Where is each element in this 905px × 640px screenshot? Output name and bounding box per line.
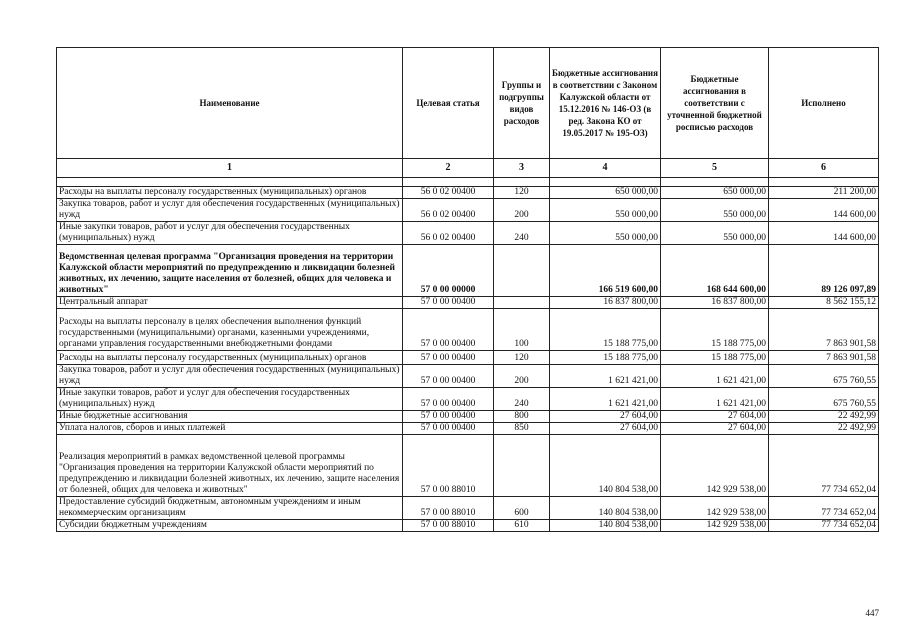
row-expense-group: 200 <box>494 365 550 388</box>
row-target-article: 57 0 00 00400 <box>403 309 494 351</box>
row-expense-group: 610 <box>494 520 550 532</box>
column-number-row <box>57 159 879 178</box>
header-expense-groups: Группы и подгруппы видов расходов <box>494 48 550 159</box>
row-expense-group: 200 <box>494 199 550 222</box>
row-refined-amount: 15 188 775,00 <box>661 309 769 351</box>
row-target-article: 57 0 00 00400 <box>403 351 494 365</box>
row-planned-amount: 140 804 538,00 <box>550 520 661 532</box>
row-executed-amount: 7 863 901,58 <box>769 351 879 365</box>
row-name: Закупка товаров, работ и услуг для обеспечения государственных (муниципальных) нужд <box>57 199 403 222</box>
row-expense-group: 850 <box>494 423 550 435</box>
header-target-article: Целевая статья <box>403 48 494 159</box>
row-executed-amount: 675 760,55 <box>769 388 879 411</box>
row-refined-amount: 550 000,00 <box>661 199 769 222</box>
table-body <box>57 178 879 532</box>
table-row <box>57 365 879 388</box>
row-refined-amount: 27 604,00 <box>661 411 769 423</box>
row-planned-amount: 27 604,00 <box>550 411 661 423</box>
row-name: Иные закупки товаров, работ и услуг для обеспечения государственных (муниципальных) нужд <box>57 388 403 411</box>
row-expense-group: 600 <box>494 497 550 520</box>
row-name: Ведомственная целевая программа "Организация проведения на территории Калужской области мероприятий по предупреждению и ликвидации болезней животных, их лечению, защите населения от болезней, общих для человека и животных" <box>57 245 403 297</box>
row-executed-amount: 7 863 901,58 <box>769 309 879 351</box>
row-refined-amount: 1 621 421,00 <box>661 365 769 388</box>
row-refined-amount: 142 929 538,00 <box>661 435 769 497</box>
row-expense-group: 240 <box>494 388 550 411</box>
row-planned-amount: 15 188 775,00 <box>550 309 661 351</box>
header-refined-appropriations: Бюджетные ассигнования в соответствии с уточненной бюджетной росписью расходов <box>661 48 769 159</box>
row-target-article: 56 0 02 00400 <box>403 187 494 199</box>
row-refined-amount: 142 929 538,00 <box>661 497 769 520</box>
table-row <box>57 199 879 222</box>
row-executed-amount: 22 492,99 <box>769 423 879 435</box>
column-number: 2 <box>403 159 494 178</box>
row-planned-amount: 27 604,00 <box>550 423 661 435</box>
row-executed-amount: 8 562 155,12 <box>769 297 879 309</box>
row-planned-amount: 140 804 538,00 <box>550 497 661 520</box>
row-executed-amount: 77 734 652,04 <box>769 497 879 520</box>
row-planned-amount: 15 188 775,00 <box>550 351 661 365</box>
page-number: 447 <box>865 608 879 618</box>
row-planned-amount: 650 000,00 <box>550 187 661 199</box>
row-target-article: 57 0 00 00400 <box>403 423 494 435</box>
row-name: Иные закупки товаров, работ и услуг для обеспечения государственных (муниципальных) нужд <box>57 222 403 245</box>
row-target-article: 57 0 00 00000 <box>403 245 494 297</box>
row-target-article: 56 0 02 00400 <box>403 222 494 245</box>
row-name: Центральный аппарат <box>57 297 403 309</box>
row-name: Субсидии бюджетным учреждениям <box>57 520 403 532</box>
row-name: Расходы на выплаты персоналу в целях обеспечения выполнения функций государственными (муниципальными) органами, казенными учреждениями, органами управления государственными внебюджетными фондами <box>57 309 403 351</box>
row-target-article: 57 0 00 00400 <box>403 297 494 309</box>
row-executed-amount: 144 600,00 <box>769 222 879 245</box>
row-expense-group: 120 <box>494 187 550 199</box>
row-expense-group <box>494 297 550 309</box>
row-executed-amount: 77 734 652,04 <box>769 435 879 497</box>
column-number: 1 <box>57 159 403 178</box>
row-name: Реализация мероприятий в рамках ведомственной целевой программы "Организация проведения на территории Калужской области мероприятий по предупреждению и ликвидации болезней животных, их лечению, защите населения от болезней, общих для человека и животных" <box>57 435 403 497</box>
row-refined-amount: 650 000,00 <box>661 187 769 199</box>
row-planned-amount: 1 621 421,00 <box>550 388 661 411</box>
table-row <box>57 435 879 497</box>
row-target-article: 56 0 02 00400 <box>403 199 494 222</box>
row-expense-group <box>494 245 550 297</box>
header-row <box>57 48 879 159</box>
row-target-article: 57 0 00 88010 <box>403 435 494 497</box>
row-expense-group: 800 <box>494 411 550 423</box>
row-target-article: 57 0 00 00400 <box>403 365 494 388</box>
row-executed-amount: 22 492,99 <box>769 411 879 423</box>
header-name: Наименование <box>57 48 403 159</box>
row-executed-amount: 675 760,55 <box>769 365 879 388</box>
column-number: 4 <box>550 159 661 178</box>
row-expense-group: 100 <box>494 309 550 351</box>
row-name: Уплата налогов, сборов и иных платежей <box>57 423 403 435</box>
row-name: Закупка товаров, работ и услуг для обеспечения государственных (муниципальных) нужд <box>57 365 403 388</box>
row-refined-amount: 550 000,00 <box>661 222 769 245</box>
column-number: 6 <box>769 159 879 178</box>
row-expense-group: 240 <box>494 222 550 245</box>
budget-table <box>56 47 879 532</box>
row-refined-amount: 1 621 421,00 <box>661 388 769 411</box>
table-row <box>57 388 879 411</box>
spacer-row <box>57 178 879 187</box>
row-planned-amount: 550 000,00 <box>550 222 661 245</box>
row-target-article: 57 0 00 00400 <box>403 388 494 411</box>
table-row <box>57 222 879 245</box>
row-target-article: 57 0 00 00400 <box>403 411 494 423</box>
row-executed-amount: 89 126 097,89 <box>769 245 879 297</box>
row-target-article: 57 0 00 88010 <box>403 497 494 520</box>
row-name: Расходы на выплаты персоналу государственных (муниципальных) органов <box>57 187 403 199</box>
row-executed-amount: 77 734 652,04 <box>769 520 879 532</box>
row-planned-amount: 1 621 421,00 <box>550 365 661 388</box>
header-planned-appropriations: Бюджетные ассигнования в соответствии с Законом Калужской области от 15.12.2016 № 146-ОЗ (в ред. Закона КО от 19.05.2017 № 195-ОЗ) <box>550 48 661 159</box>
row-planned-amount: 550 000,00 <box>550 199 661 222</box>
table-row <box>57 423 879 435</box>
row-planned-amount: 16 837 800,00 <box>550 297 661 309</box>
row-executed-amount: 144 600,00 <box>769 199 879 222</box>
row-executed-amount: 211 200,00 <box>769 187 879 199</box>
row-expense-group: 120 <box>494 351 550 365</box>
row-planned-amount: 140 804 538,00 <box>550 435 661 497</box>
row-refined-amount: 168 644 600,00 <box>661 245 769 297</box>
row-refined-amount: 27 604,00 <box>661 423 769 435</box>
column-number: 3 <box>494 159 550 178</box>
row-refined-amount: 142 929 538,00 <box>661 520 769 532</box>
row-name: Расходы на выплаты персоналу государственных (муниципальных) органов <box>57 351 403 365</box>
row-target-article: 57 0 00 88010 <box>403 520 494 532</box>
table-row <box>57 309 879 351</box>
table-row <box>57 187 879 199</box>
table-row <box>57 351 879 365</box>
table-row <box>57 297 879 309</box>
row-refined-amount: 16 837 800,00 <box>661 297 769 309</box>
header-executed: Исполнено <box>769 48 879 159</box>
table-row <box>57 497 879 520</box>
table-row <box>57 520 879 532</box>
row-planned-amount: 166 519 600,00 <box>550 245 661 297</box>
row-name: Иные бюджетные ассигнования <box>57 411 403 423</box>
row-name: Предоставление субсидий бюджетным, автономным учреждениям и иным некоммерческим организациям <box>57 497 403 520</box>
column-number: 5 <box>661 159 769 178</box>
table-row <box>57 411 879 423</box>
table-row <box>57 245 879 297</box>
row-expense-group <box>494 435 550 497</box>
row-refined-amount: 15 188 775,00 <box>661 351 769 365</box>
